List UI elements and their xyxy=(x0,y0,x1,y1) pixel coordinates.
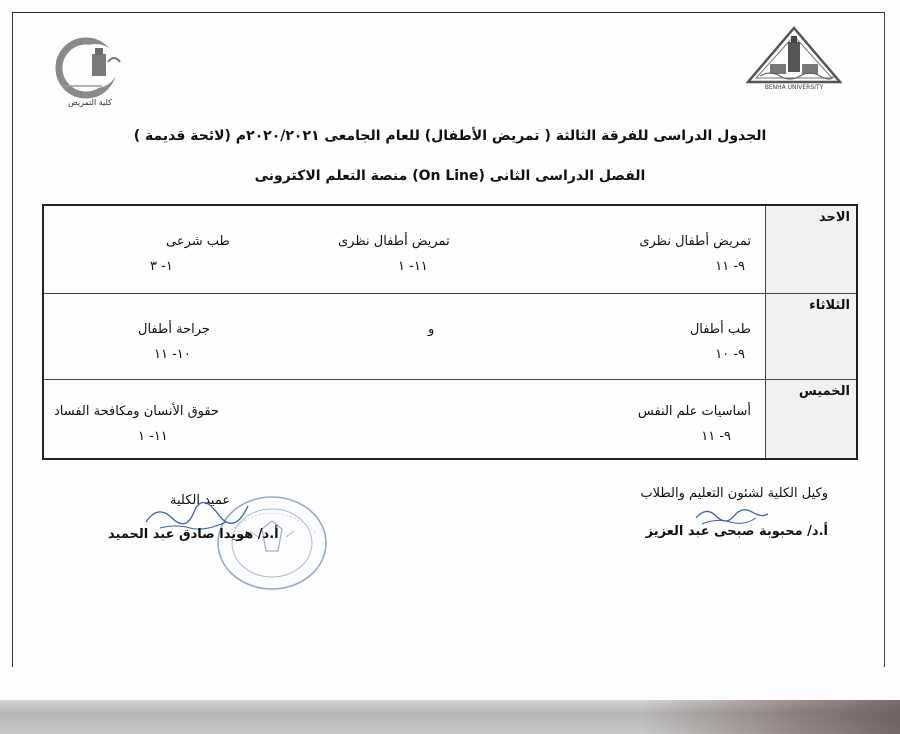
day-label-tuesday: الثلاثاء xyxy=(766,293,858,379)
sunday-slot2-time: ١١- ١ xyxy=(398,259,428,274)
thursday-slot1-time: ٩- ١١ xyxy=(701,428,731,444)
benha-university-logo xyxy=(746,26,842,90)
tuesday-slot1-time: ٩- ١٠ xyxy=(715,346,745,362)
page-frame-right xyxy=(884,12,885,667)
tuesday-slot3-time: ١٠- ١١ xyxy=(154,346,191,362)
schedule-table xyxy=(42,204,858,460)
semester-subtitle: الفصل الدراسى الثانى (On Line) منصة التعلم الاكترونى xyxy=(254,168,646,184)
thursday-slot1-subject: أساسيات علم النفس xyxy=(637,403,751,419)
day-label-thursday: الخميس xyxy=(766,379,858,459)
tuesday-slot-connector: و xyxy=(428,321,435,337)
right-logo-caption: BENHA UNIVERSITY xyxy=(764,84,824,90)
scan-bottom-edge-shadow xyxy=(640,700,900,734)
page-frame-top xyxy=(12,12,884,13)
vice-dean-name: أ.د/ محبوبة صبحى عبد العزيز xyxy=(645,524,828,539)
schedule-row-sunday xyxy=(43,205,857,293)
thursday-slot2-time: ١١- ١ xyxy=(138,428,168,444)
tuesday-slot3-subject: جراحة أطفال xyxy=(138,321,210,337)
sunday-slot1-time: ٩- ١١ xyxy=(715,259,745,274)
schedule-cell-tuesday xyxy=(43,293,766,379)
page-frame-left xyxy=(12,12,13,667)
sunday-slot1-subject: تمريض أطفال نظرى xyxy=(639,234,751,249)
schedule-cell-sunday xyxy=(43,205,766,293)
vice-dean-title: وكيل الكلية لشئون التعليم والطلاب xyxy=(640,486,828,501)
sunday-slot3-subject: طب شرعى xyxy=(166,234,230,249)
schedule-row-tuesday xyxy=(43,293,857,379)
schedule-title: الجدول الدراسى للفرقة الثالثة ( تمريض الأطفال) للعام الجامعى ٢٠٢٠/٢٠٢١م (لائحة قديمة ) xyxy=(133,128,767,144)
day-label-sunday: الاحد xyxy=(766,205,858,293)
left-logo-caption: كلية التمريض xyxy=(68,98,112,107)
schedule-cell-thursday xyxy=(43,379,766,459)
dean-title: عميد الكلية xyxy=(170,493,231,508)
dean-name: أ.د/ هويدا صادق عبد الحميد xyxy=(108,527,279,542)
sunday-slot2-subject: تمريض أطفال نظرى xyxy=(338,234,450,249)
schedule-row-thursday xyxy=(43,379,857,459)
sunday-slot3-time: ١- ٣ xyxy=(150,259,173,274)
thursday-slot2-subject: حقوق الأنسان ومكافحة الفساد xyxy=(54,403,220,419)
tuesday-slot1-subject: طب أطفال xyxy=(689,321,751,337)
